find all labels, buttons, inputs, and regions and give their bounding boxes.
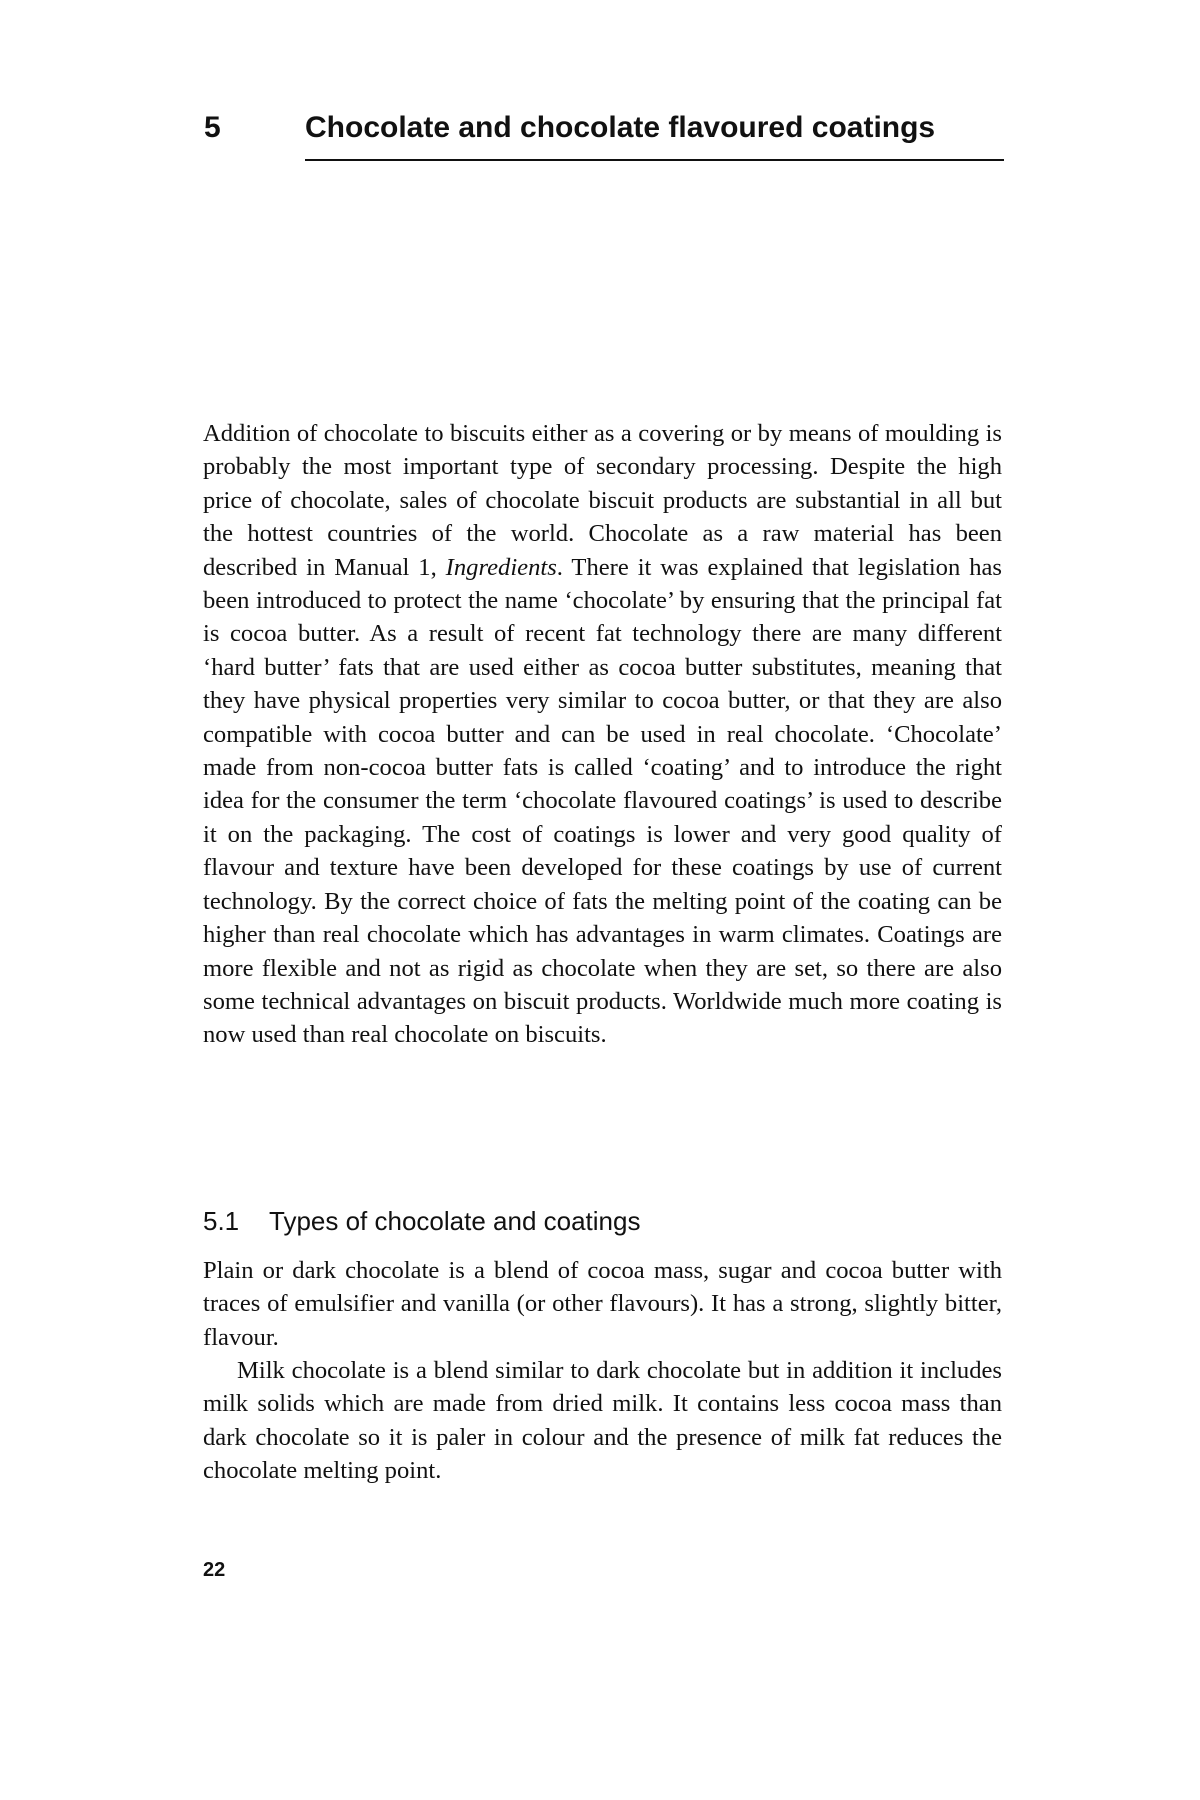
chapter-title-rule	[305, 159, 1004, 161]
section-title: Types of chocolate and coatings	[269, 1206, 641, 1236]
manual-title-italic: Ingredients	[445, 553, 557, 581]
chapter-number: 5	[204, 111, 221, 144]
intro-text-part2: . There it was explained that legislation has been introduced to protect the name ‘chocolate’ by ensuring that the principal fat is cocoa butter. As a result of recent fat technology there are many different ‘hard butter’ fats that are used either as cocoa butter substitutes, meaning that they have physical properties very similar to cocoa butter, or that they are also compatible with cocoa butter and can be used in real chocolate. ‘Chocolate’ made from non-cocoa butter fats is called ‘coating’ and to introduce the right idea for the consumer the term ‘chocolate flavoured coatings’ is used to describe it on the packaging. The cost of coatings is lower and very good quality of flavour and texture have been developed for these coatings by use of current technology. By the correct choice of fats the melting point of the coating can be higher than real chocolate which has advantages in warm climates. Coatings are more flexible and not as rigid as chocolate when they are set, so there are also some technical advantages on biscuit products. Worldwide much more coating is now used than real chocolate on biscuits.	[203, 553, 1002, 1049]
chapter-header	[204, 108, 1004, 162]
section-number: 5.1	[203, 1206, 240, 1236]
section-heading	[203, 1203, 640, 1239]
intro-paragraph	[203, 417, 1002, 1052]
intro-text-part1: Addition of chocolate to biscuits either as a covering or by means of moulding is probably the most important type of secondary processing. Despite the high price of chocolate, sales of chocolate biscuit products are substantial in all but the hottest countries of the world. Chocolate as a raw material has been described in Manual 1,	[203, 420, 1002, 581]
milk-chocolate-paragraph: Milk chocolate is a blend similar to dark chocolate but in addition it includes milk solids which are made from dried milk. It contains less cocoa mass than dark chocolate so it is paler in colour and the presence of milk fat reduces the chocolate melting point.	[203, 1357, 1002, 1485]
chapter-title: Chocolate and chocolate flavoured coatings	[305, 111, 936, 144]
dark-chocolate-paragraph: Plain or dark chocolate is a blend of cocoa mass, sugar and cocoa butter with traces of emulsifier and vanilla (or other flavours). It has a strong, slightly bitter, flavour.	[203, 1257, 1002, 1351]
page-number: 22	[203, 1559, 226, 1581]
